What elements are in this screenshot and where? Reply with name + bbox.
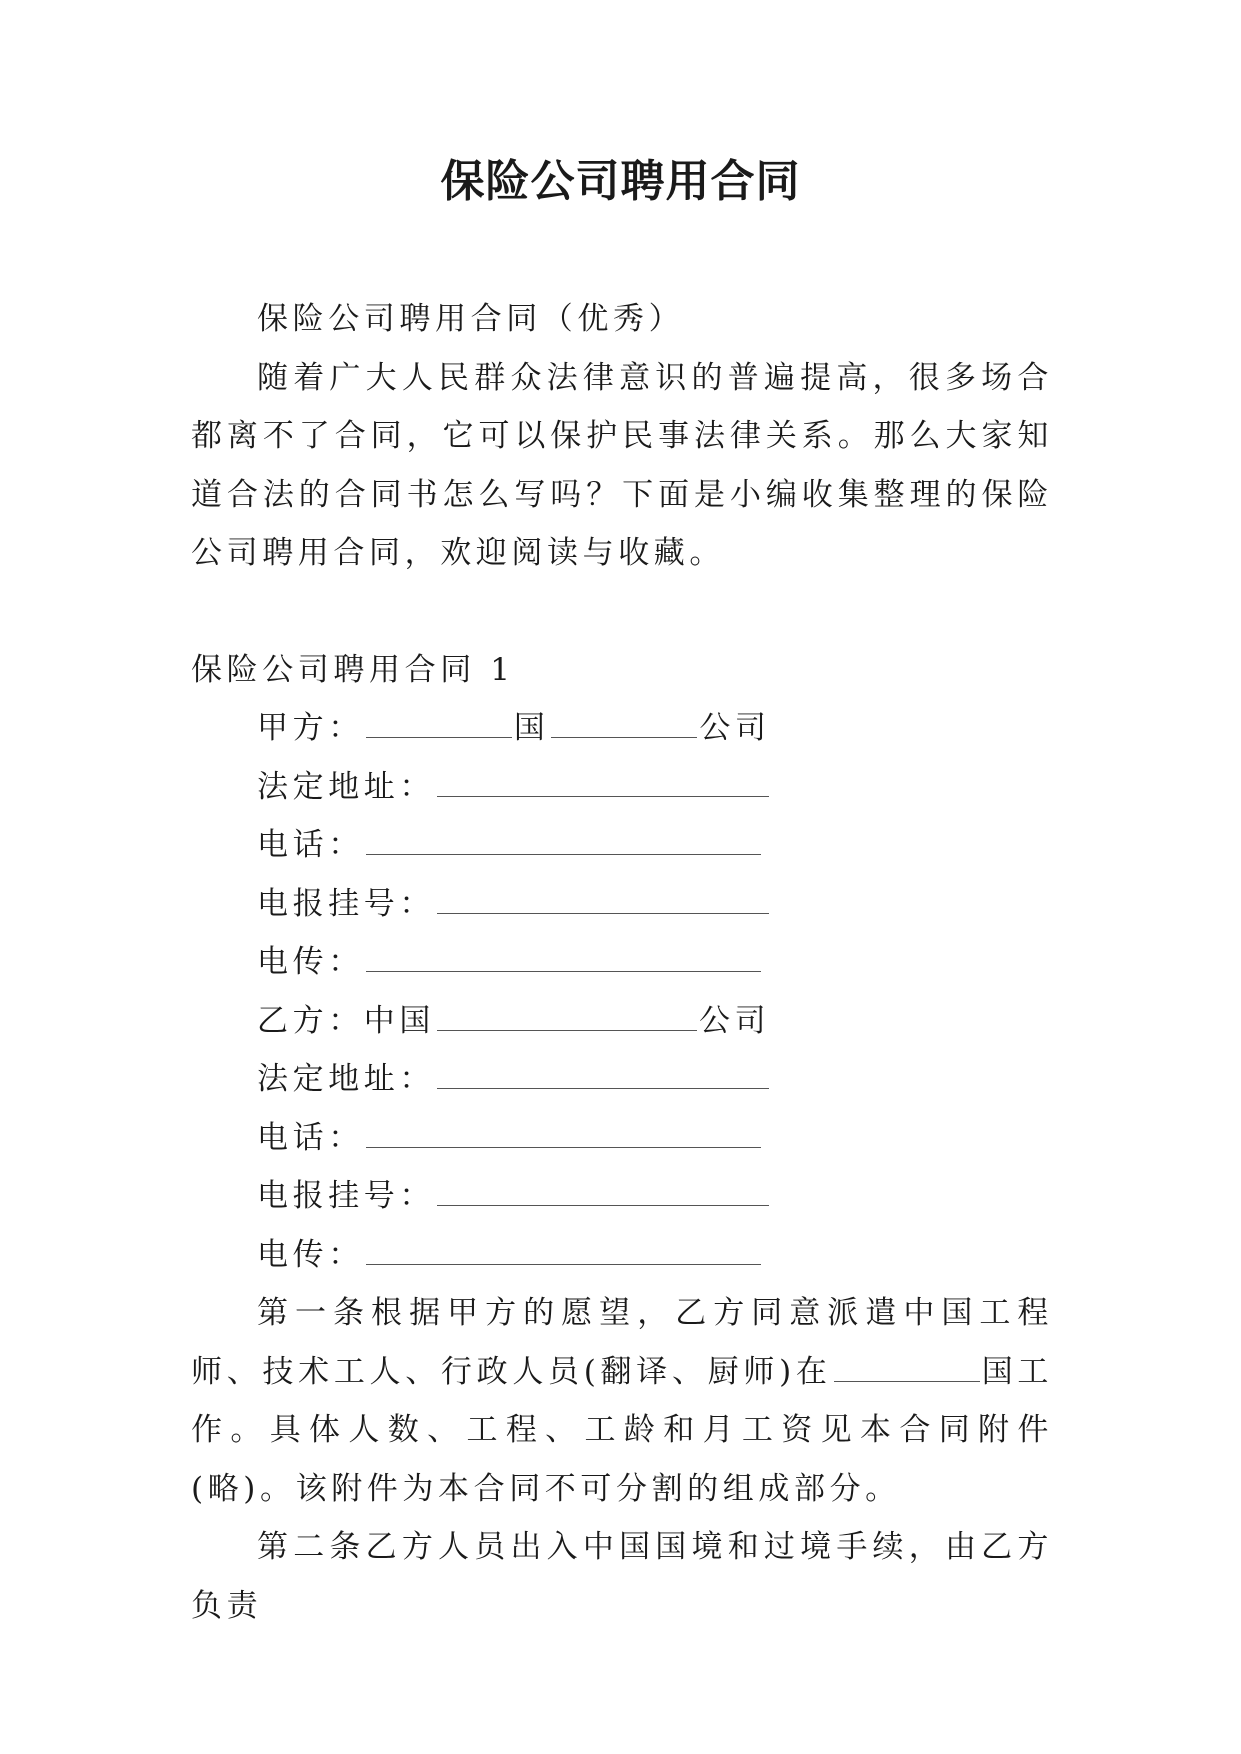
subtitle: 保险公司聘用合同（优秀）	[257, 301, 685, 337]
field-label: 电传：	[257, 944, 364, 980]
article-1-country-blank	[834, 1380, 980, 1382]
article-2: 第二条乙方人员出入中国国境和过境手续，由乙方负责	[191, 1529, 1053, 1624]
field-blank	[437, 912, 769, 914]
field-label: 电报挂号：	[257, 1178, 435, 1214]
party-b-telegraph-row	[191, 1167, 1053, 1226]
party-b-telex-row	[191, 1226, 1053, 1285]
field-label: 电话：	[257, 1119, 364, 1156]
intro-paragraph: 随着广大人民群众法律意识的普遍提高，很多场合都离不了合同，它可以保护民事法律关系。那么大家知道合法的合同书怎么写吗？下面是小编收集整理的保险公司聘用合同，欢迎阅读与收藏。	[191, 359, 1053, 571]
party-a-country-blank	[366, 736, 512, 738]
field-label: 法定地址：	[257, 768, 435, 805]
party-a-company-blank	[551, 736, 697, 738]
field-blank	[366, 1146, 761, 1148]
party-b-row	[191, 992, 1053, 1051]
field-label: 电传：	[257, 1236, 364, 1273]
party-a-suffix: 公司	[699, 710, 771, 746]
party-b-address-row	[191, 1050, 1053, 1109]
party-a-address-row	[191, 758, 1053, 817]
field-label: 电话：	[257, 827, 364, 863]
field-blank	[437, 795, 769, 797]
party-a-telegraph-row	[191, 875, 1053, 934]
field-blank	[366, 970, 761, 972]
party-a-telex-row	[191, 933, 1053, 992]
field-blank	[437, 1204, 769, 1206]
field-blank	[366, 853, 761, 855]
party-a-label: 甲方：	[257, 710, 364, 746]
article-1-text-after: 国工作。具体人数、工程、工龄和月工资见本合同附件(略)。该附件为本合同不可分割的组成部分。	[191, 1353, 1054, 1507]
paragraph-gap	[191, 583, 1053, 641]
document-title: 保险公司聘用合同	[440, 156, 801, 207]
party-a-phone-row	[191, 816, 1053, 875]
section-title: 保险公司聘用合同 1	[191, 651, 515, 688]
field-label: 法定地址：	[257, 1061, 435, 1097]
party-a-mid: 国	[513, 710, 550, 746]
document-body	[191, 290, 1053, 1635]
party-b-label: 乙方：中国	[257, 1002, 435, 1039]
article-1	[191, 1284, 1053, 1518]
field-label: 电报挂号：	[257, 885, 435, 922]
article-1-text-before: 第一条根据甲方的愿望，乙方同意派遣中国工程师、技术工人、行政人员(翻译、厨师)在	[191, 1295, 1053, 1390]
party-a-row	[191, 699, 1053, 758]
field-blank	[366, 1263, 761, 1265]
party-b-phone-row	[191, 1109, 1053, 1168]
party-b-suffix: 公司	[699, 1002, 771, 1039]
party-b-company-blank	[437, 1029, 697, 1031]
field-blank	[437, 1087, 769, 1089]
